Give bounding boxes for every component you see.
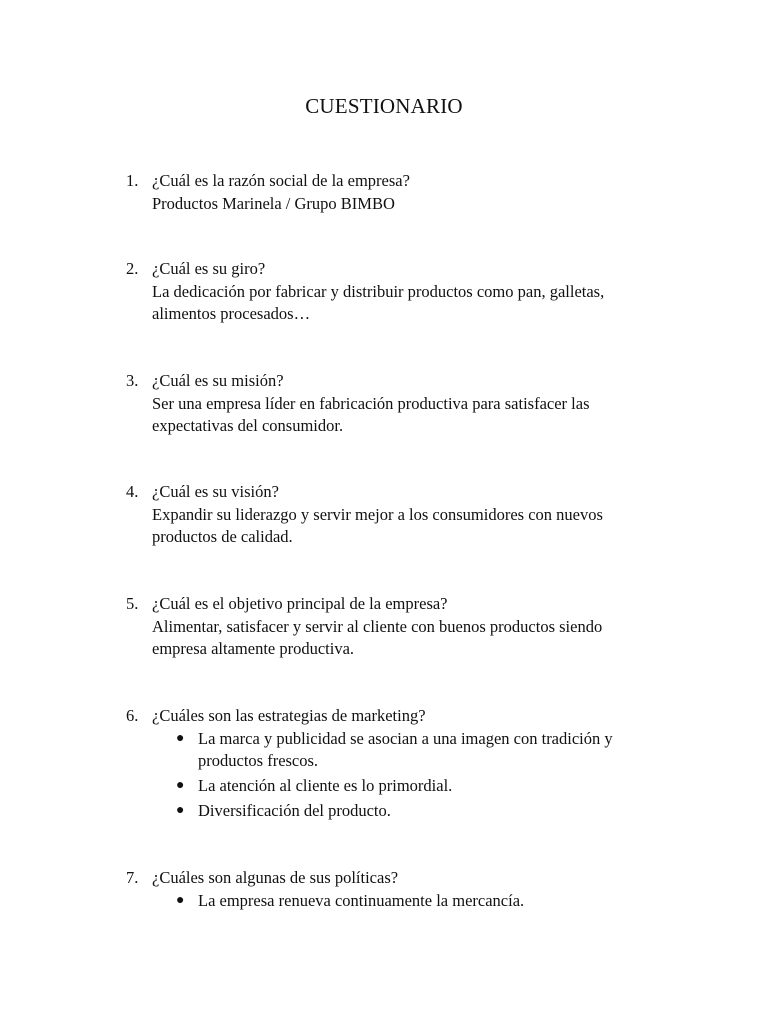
bullet-text: La atención al cliente es lo primordial. [198, 775, 453, 795]
bullet-item [152, 890, 652, 912]
question-number: 2. [126, 259, 139, 278]
question-number: 7. [126, 868, 139, 887]
question-item-2 [126, 258, 656, 326]
bullet-item [152, 800, 652, 822]
answer-text: Alimentar, satisfacer y servir al cliente con buenos productos siendo empresa altamente productiva. [152, 616, 603, 658]
question-item-1 [126, 170, 656, 215]
bullet-icon: ● [176, 892, 185, 908]
question-number: 1. [126, 171, 139, 190]
question-number: 5. [126, 594, 139, 613]
question-text: ¿Cuál es su visión? [152, 482, 279, 501]
question-text: ¿Cuáles son las estrategias de marketing? [152, 706, 426, 725]
question-item-6 [126, 705, 656, 825]
bullet-text: La marca y publicidad se asocian a una imagen con tradición y productos frescos. [198, 728, 613, 770]
bullet-text: La empresa renueva continuamente la mercancía. [198, 890, 525, 910]
question-item-3 [126, 370, 656, 438]
bullet-item [152, 728, 652, 772]
question-number: 4. [126, 482, 139, 501]
answer-text: La dedicación por fabricar y distribuir productos como pan, galletas, alimentos procesados… [152, 281, 605, 323]
question-text: ¿Cuál es su misión? [152, 371, 284, 390]
bullet-icon: ● [176, 802, 185, 818]
bullet-icon: ● [176, 730, 185, 746]
bullet-icon: ● [176, 777, 185, 793]
document-title: CUESTIONARIO [305, 94, 463, 118]
bullet-item [152, 775, 652, 797]
question-text: ¿Cuál es la razón social de la empresa? [152, 171, 410, 190]
bullet-list [152, 728, 652, 822]
answer-text: Ser una empresa líder en fabricación productiva para satisfacer las expectativas del consumidor. [152, 393, 590, 435]
question-text: ¿Cuál es su giro? [152, 259, 266, 278]
answer-text: Productos Marinela / Grupo BIMBO [152, 193, 395, 213]
question-item-4 [126, 481, 656, 549]
question-item-7 [126, 867, 656, 915]
bullet-text: Diversificación del producto. [198, 800, 391, 820]
question-number: 6. [126, 706, 139, 725]
bullet-list [152, 890, 652, 912]
question-number: 3. [126, 371, 139, 390]
question-text: ¿Cuál es el objetivo principal de la empresa? [152, 594, 448, 613]
question-text: ¿Cuáles son algunas de sus políticas? [152, 868, 399, 887]
answer-text: Expandir su liderazgo y servir mejor a los consumidores con nuevos productos de calidad. [152, 504, 603, 546]
question-item-5 [126, 593, 656, 661]
